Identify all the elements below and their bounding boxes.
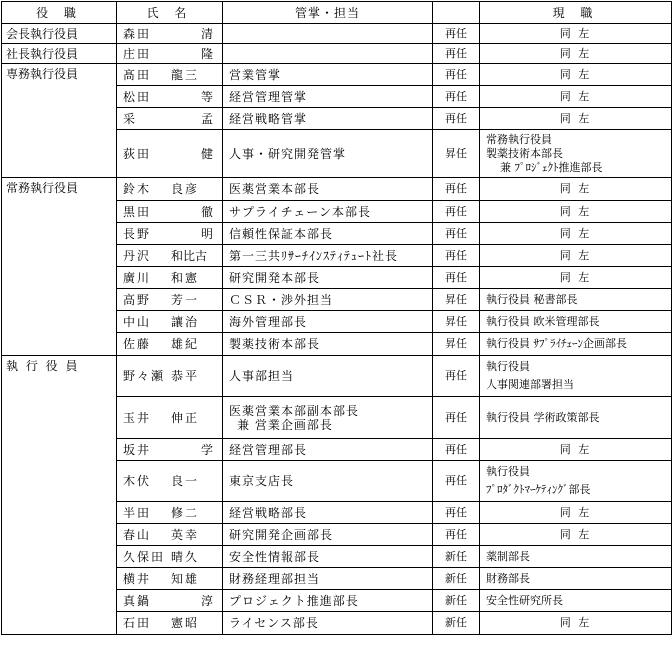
duty-cell <box>223 356 433 397</box>
duty-line: 第一三共ﾘｻｰﾁｲﾝｽﾃｨﾃｭｰﾄ社長 <box>229 248 399 263</box>
duty-line: 経営戦略管掌 <box>229 111 308 126</box>
duty-cell <box>223 130 433 178</box>
current-position-cell <box>480 44 672 64</box>
status-cell: 昇任 <box>433 333 480 356</box>
current-position-cell <box>480 502 672 524</box>
status-cell: 再任 <box>433 267 480 289</box>
given-name: 伸正 <box>171 410 200 425</box>
status-cell: 昇任 <box>433 130 480 178</box>
current-position-cell <box>480 546 672 568</box>
table-row <box>2 178 672 201</box>
name-cell <box>117 612 223 635</box>
name-cell <box>117 439 223 461</box>
duty-cell <box>223 44 433 64</box>
name-cell <box>117 245 223 267</box>
current-line: 同 左 <box>559 89 592 103</box>
current-line: 同 左 <box>559 248 592 262</box>
current-position-cell <box>480 568 672 590</box>
given-name: 和比古 <box>171 248 208 263</box>
name-cell <box>117 502 223 524</box>
current-position-cell <box>480 245 672 267</box>
status-cell: 新任 <box>433 612 480 635</box>
surname: 丹沢 <box>123 248 152 263</box>
current-line: 同 左 <box>559 46 592 60</box>
duty-line: 海外管理部長 <box>229 314 308 329</box>
header-current: 現 職 <box>480 2 672 24</box>
current-position-cell <box>480 397 672 439</box>
current-line: 執行役員 <box>486 465 530 478</box>
status-cell: 再任 <box>433 524 480 546</box>
given-name: 讓治 <box>171 314 200 329</box>
current-line: 執行役員 欧米管理部長 <box>486 314 600 328</box>
surname: 黒田 <box>123 204 152 219</box>
name-cell <box>117 44 223 64</box>
name-cell <box>117 333 223 356</box>
header-status <box>433 2 480 24</box>
role-cell: 常務執行役員 <box>2 178 117 356</box>
executive-table <box>1 1 672 635</box>
duty-cell <box>223 461 433 502</box>
duty-cell <box>223 178 433 201</box>
duty-cell <box>223 397 433 439</box>
given-name: 龍三 <box>171 67 200 82</box>
current-line: 兼 ﾌﾟﾛｼﾞｪｸﾄ推進部長 <box>500 160 603 174</box>
current-position-cell <box>480 612 672 635</box>
current-line: 執行役員 学術政策部長 <box>486 410 600 424</box>
current-line: 執行役員 <box>486 360 530 373</box>
status-cell: 再任 <box>433 64 480 86</box>
current-position-cell <box>480 461 672 502</box>
given-name: 知雄 <box>171 571 200 586</box>
surname: 真鍋 <box>123 593 152 608</box>
surname: 髙田 <box>123 67 152 82</box>
surname: 鈴木 <box>123 182 152 196</box>
name-cell <box>117 24 223 44</box>
current-line: 同 左 <box>559 111 592 125</box>
status-cell: 新任 <box>433 590 480 612</box>
current-position-cell <box>480 130 672 178</box>
name-cell <box>117 461 223 502</box>
current-position-cell <box>480 64 672 86</box>
current-line: 同 左 <box>559 505 592 519</box>
name-cell <box>117 590 223 612</box>
duty-line: 医薬営業本部長 <box>229 182 321 196</box>
current-line: 同 左 <box>559 270 592 284</box>
duty-line: 営業管掌 <box>229 67 282 82</box>
duty-line: 安全性情報部長 <box>229 549 321 564</box>
header-name: 氏 名 <box>117 2 223 24</box>
duty-line: サプライチェーン本部長 <box>229 204 372 219</box>
header-duty: 管掌・担当 <box>223 2 433 24</box>
surname: 高野 <box>123 292 152 307</box>
given-name: 健 <box>200 146 213 161</box>
surname: 松田 <box>123 89 152 104</box>
name-cell <box>117 108 223 130</box>
current-line: 安全性研究所長 <box>486 593 563 607</box>
name-cell <box>117 568 223 590</box>
duty-line: 研究開発本部長 <box>229 270 321 285</box>
duty-cell <box>223 64 433 86</box>
duty-cell <box>223 546 433 568</box>
surname: 荻田 <box>123 146 152 161</box>
name-cell <box>117 267 223 289</box>
current-position-cell <box>480 24 672 44</box>
status-cell: 再任 <box>433 44 480 64</box>
duty-cell <box>223 439 433 461</box>
status-cell: 再任 <box>433 223 480 245</box>
current-line: 同 左 <box>559 442 592 456</box>
status-cell: 再任 <box>433 397 480 439</box>
status-cell: 再任 <box>433 502 480 524</box>
given-name: 徹 <box>200 204 213 219</box>
surname: 石田 <box>123 616 152 630</box>
duty-line: 東京支店長 <box>229 474 295 488</box>
status-cell: 昇任 <box>433 289 480 311</box>
current-position-cell <box>480 223 672 245</box>
name-cell <box>117 311 223 333</box>
current-line: 執行役員 ｻﾌﾟﾗｲﾁｪｰﾝ企画部長 <box>486 337 627 350</box>
table-row <box>2 44 672 64</box>
current-line: 同 左 <box>559 67 592 81</box>
current-line: 同 左 <box>559 26 592 40</box>
status-cell: 再任 <box>433 356 480 397</box>
name-cell <box>117 64 223 86</box>
given-name: 明 <box>200 226 213 241</box>
status-cell: 再任 <box>433 108 480 130</box>
table-row <box>2 356 672 397</box>
surname: 廣川 <box>123 270 152 285</box>
current-line: 人事関連部署担当 <box>486 378 574 391</box>
surname: 木伏 <box>123 474 152 488</box>
duty-line: ライセンス部長 <box>229 616 319 630</box>
name-cell <box>117 86 223 108</box>
table-header-row <box>2 2 672 24</box>
current-line: 薬制部長 <box>486 549 530 563</box>
name-cell <box>117 201 223 223</box>
header-role: 役 職 <box>2 2 117 24</box>
duty-cell <box>223 524 433 546</box>
current-position-cell <box>480 590 672 612</box>
current-line: 同 左 <box>559 527 592 541</box>
duty-cell <box>223 311 433 333</box>
current-line: 同 左 <box>559 204 592 218</box>
given-name: 修二 <box>171 505 200 520</box>
name-cell <box>117 289 223 311</box>
given-name: 良彦 <box>171 182 200 196</box>
surname: 玉井 <box>123 410 152 425</box>
given-name: 良一 <box>171 474 200 488</box>
name-cell <box>117 546 223 568</box>
name-cell <box>117 130 223 178</box>
current-line: 常務執行役員 <box>486 132 552 146</box>
status-cell: 再任 <box>433 24 480 44</box>
status-cell: 再任 <box>433 439 480 461</box>
duty-line: 人事部担当 <box>229 369 295 383</box>
duty-line: ＣＳＲ・渉外担当 <box>229 292 334 307</box>
given-name: 晴久 <box>171 549 200 564</box>
current-line: 同 左 <box>559 226 592 240</box>
current-position-cell <box>480 289 672 311</box>
duty-line: 経営管理部長 <box>229 442 308 457</box>
duty-line: 製薬技術本部長 <box>229 337 321 351</box>
surname: 半田 <box>123 505 152 520</box>
given-name: 等 <box>200 89 213 104</box>
current-position-cell <box>480 311 672 333</box>
duty-cell <box>223 590 433 612</box>
duty-cell <box>223 223 433 245</box>
current-line: ﾌﾟﾛﾀﾞｸﾄﾏｰｹﾃｨﾝｸﾞ部長 <box>486 483 591 496</box>
given-name: 孟 <box>200 111 213 126</box>
current-line: 財務部長 <box>486 571 530 585</box>
duty-line: 医薬営業本部副本部長 <box>229 403 360 418</box>
duty-line: プロジェクト推進部長 <box>229 593 359 608</box>
duty-cell <box>223 568 433 590</box>
current-line: 製薬技術本部長 <box>486 146 563 160</box>
status-cell: 再任 <box>433 178 480 201</box>
role-cell: 社長執行役員 <box>2 44 117 64</box>
duty-cell <box>223 108 433 130</box>
table-row <box>2 24 672 44</box>
name-cell <box>117 356 223 397</box>
given-name: 雄紀 <box>171 337 200 351</box>
current-position-cell <box>480 524 672 546</box>
duty-cell <box>223 267 433 289</box>
duty-line: 財務経理部担当 <box>229 571 321 586</box>
duty-cell <box>223 502 433 524</box>
duty-cell <box>223 86 433 108</box>
surname: 采 <box>123 111 136 126</box>
surname: 長野 <box>123 226 152 241</box>
name-cell <box>117 524 223 546</box>
current-position-cell <box>480 356 672 397</box>
status-cell: 新任 <box>433 546 480 568</box>
current-line: 同 左 <box>559 182 592 195</box>
given-name: 恭平 <box>171 369 200 383</box>
table-body <box>2 24 672 635</box>
surname: 森田 <box>123 26 152 41</box>
duty-cell <box>223 289 433 311</box>
duty-cell <box>223 245 433 267</box>
name-cell <box>117 397 223 439</box>
name-cell <box>117 223 223 245</box>
duty-line: 経営管理管掌 <box>229 89 308 104</box>
name-cell <box>117 178 223 201</box>
given-name: 憲昭 <box>171 616 200 630</box>
surname: 坂井 <box>123 442 152 457</box>
status-cell: 再任 <box>433 201 480 223</box>
current-position-cell <box>480 86 672 108</box>
duty-cell <box>223 333 433 356</box>
surname: 庄田 <box>123 46 152 61</box>
given-name: 芳一 <box>171 292 200 307</box>
role-cell: 執 行 役 員 <box>2 356 117 635</box>
current-position-cell <box>480 333 672 356</box>
current-position-cell <box>480 267 672 289</box>
status-cell: 再任 <box>433 86 480 108</box>
duty-cell <box>223 612 433 635</box>
duty-line: 兼 営業企画部長 <box>237 417 333 432</box>
role-cell: 専務執行役員 <box>2 64 117 178</box>
surname: 佐藤 <box>123 337 152 351</box>
surname: 野々瀬 <box>123 369 166 383</box>
status-cell: 再任 <box>433 461 480 502</box>
surname: 横井 <box>123 571 152 586</box>
given-name: 淳 <box>200 593 213 608</box>
status-cell: 再任 <box>433 245 480 267</box>
current-position-cell <box>480 201 672 223</box>
duty-cell <box>223 201 433 223</box>
given-name: 隆 <box>200 46 213 61</box>
table-row <box>2 64 672 86</box>
surname: 春山 <box>123 527 152 542</box>
duty-line: 人事・研究開発管掌 <box>229 146 347 161</box>
current-line: 執行役員 秘書部長 <box>486 292 578 306</box>
status-cell: 新任 <box>433 568 480 590</box>
current-line: 同 左 <box>559 616 592 629</box>
given-name: 和憲 <box>171 270 200 285</box>
duty-cell <box>223 24 433 44</box>
given-name: 学 <box>200 442 213 457</box>
duty-line: 経営戦略部長 <box>229 505 308 520</box>
role-cell: 会長執行役員 <box>2 24 117 44</box>
duty-line: 信頼性保証本部長 <box>229 226 334 241</box>
status-cell: 昇任 <box>433 311 480 333</box>
current-position-cell <box>480 178 672 201</box>
duty-line: 研究開発企画部長 <box>229 527 334 542</box>
given-name: 英幸 <box>171 527 200 542</box>
surname: 中山 <box>123 314 152 329</box>
given-name: 清 <box>200 26 213 41</box>
surname: 久保田 <box>123 549 166 564</box>
current-position-cell <box>480 108 672 130</box>
current-position-cell <box>480 439 672 461</box>
